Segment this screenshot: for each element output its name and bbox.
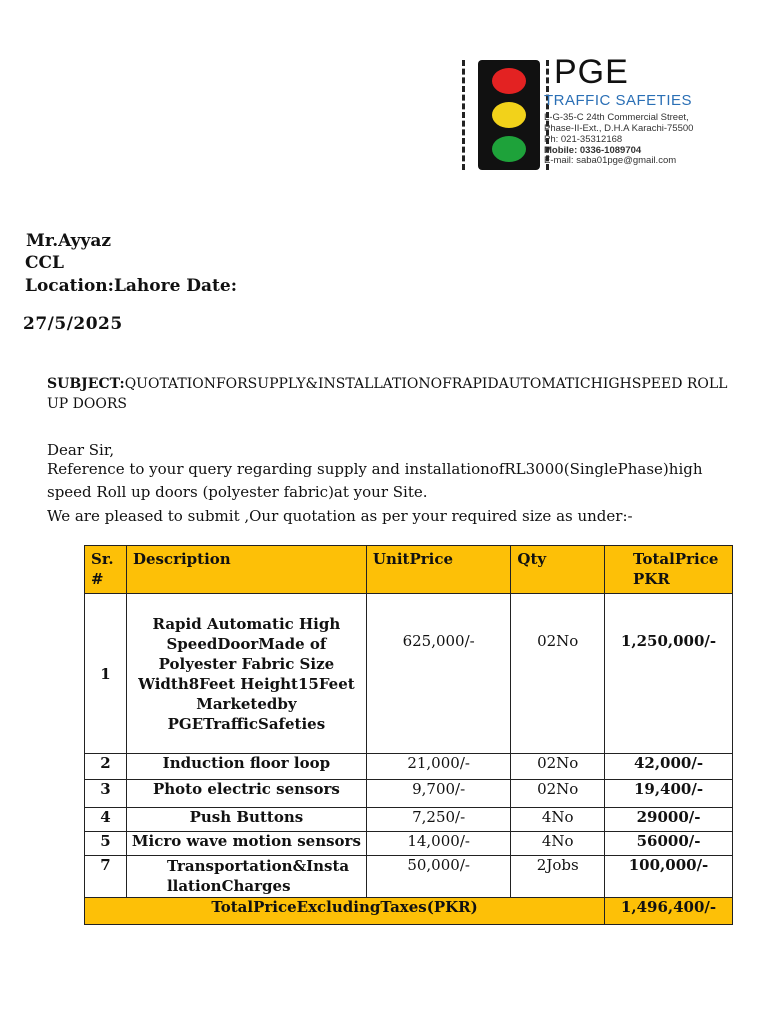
recipient-location: Location:Lahore Date: — [25, 276, 238, 296]
red-lamp-icon — [492, 68, 526, 94]
header-qty: Qty — [511, 546, 605, 594]
recipient-name: Mr.Ayyaz — [26, 231, 112, 251]
cell-total: 42,000/- — [605, 754, 733, 780]
cell-sr: 3 — [85, 780, 127, 808]
logo-phone: Ph: 021-35312168 — [544, 134, 623, 145]
cell-qty: 02No — [511, 754, 605, 780]
subject-line — [47, 374, 737, 414]
green-lamp-icon — [492, 136, 526, 162]
cell-description: Micro wave motion sensors — [126, 832, 366, 856]
cell-qty: 4No — [511, 832, 605, 856]
logo-address-line1: L-G-35-C 24th Commercial Street, — [544, 112, 689, 123]
traffic-light-icon — [478, 60, 540, 170]
logo-mobile: Mobile: 0336-1089704 — [544, 145, 642, 156]
logo-tagline: TRAFFIC SAFETIES — [544, 92, 693, 109]
cell-total: 100,000/- — [605, 856, 733, 898]
cell-sr: 1 — [85, 594, 127, 754]
cell-unit-price: 7,250/- — [366, 808, 511, 832]
cell-total: 1,250,000/- — [605, 594, 733, 754]
cell-description: Induction floor loop — [126, 754, 366, 780]
cell-sr: 2 — [85, 754, 127, 780]
footer-label: TotalPriceExcludingTaxes(PKR) — [85, 898, 605, 925]
cell-description: Transportation&Insta llationCharges — [126, 856, 366, 898]
yellow-lamp-icon — [492, 102, 526, 128]
cell-sr: 7 — [85, 856, 127, 898]
quotation-table — [84, 545, 733, 925]
table-row — [85, 594, 733, 754]
cell-sr: 5 — [85, 832, 127, 856]
header-unit-price: UnitPrice — [366, 546, 511, 594]
cell-unit-price: 21,000/- — [366, 754, 511, 780]
cell-qty: 02No — [511, 780, 605, 808]
cell-total: 56000/- — [605, 832, 733, 856]
letter-date: 27/5/2025 — [23, 314, 123, 334]
header-description: Description — [126, 546, 366, 594]
cell-description: Push Buttons — [126, 808, 366, 832]
company-logo — [462, 52, 742, 180]
subject-text: QUOTATIONFORSUPPLY&INSTALLATIONOFRAPIDAUTOMATICHIGHSPEED ROLL UP DOORS — [47, 376, 728, 412]
table-footer-row — [85, 898, 733, 925]
table-row — [85, 780, 733, 808]
cell-qty: 4No — [511, 808, 605, 832]
header-sr: Sr. # — [85, 546, 127, 594]
greeting: Dear Sir, — [47, 441, 115, 459]
cell-unit-price: 9,700/- — [366, 780, 511, 808]
cell-total: 29000/- — [605, 808, 733, 832]
table-row — [85, 832, 733, 856]
logo-email: E-mail: saba01pge@gmail.com — [544, 155, 677, 166]
intro-paragraph: We are pleased to submit ,Our quotation as per your required size as under:- — [47, 507, 633, 525]
footer-total: 1,496,400/- — [605, 898, 733, 925]
cell-unit-price: 14,000/- — [366, 832, 511, 856]
header-total-price: TotalPrice PKR — [605, 546, 733, 594]
recipient-company: CCL — [25, 253, 65, 273]
cell-qty: 2Jobs — [511, 856, 605, 898]
table-header-row — [85, 546, 733, 594]
table-row — [85, 754, 733, 780]
logo-pole-left — [462, 60, 475, 170]
table-row — [85, 808, 733, 832]
subject-label: SUBJECT: — [47, 376, 125, 392]
cell-sr: 4 — [85, 808, 127, 832]
table-row — [85, 856, 733, 898]
cell-unit-price: 50,000/- — [366, 856, 511, 898]
cell-qty: 02No — [511, 594, 605, 754]
cell-description: Photo electric sensors — [126, 780, 366, 808]
cell-unit-price: 625,000/- — [366, 594, 511, 754]
logo-name: PGE — [554, 53, 629, 91]
logo-address-line2: Phase-II-Ext., D.H.A Karachi-75500 — [544, 123, 694, 134]
reference-paragraph: Reference to your query regarding supply and installationofRL3000(SinglePhase)high speed Roll up doors (polyester fabric)at your Site. — [47, 460, 703, 501]
cell-description: Rapid Automatic High SpeedDoorMade of Polyester Fabric Size Width8Feet Height15Feet Marketedby PGETrafficSafeties — [126, 594, 366, 754]
cell-total: 19,400/- — [605, 780, 733, 808]
